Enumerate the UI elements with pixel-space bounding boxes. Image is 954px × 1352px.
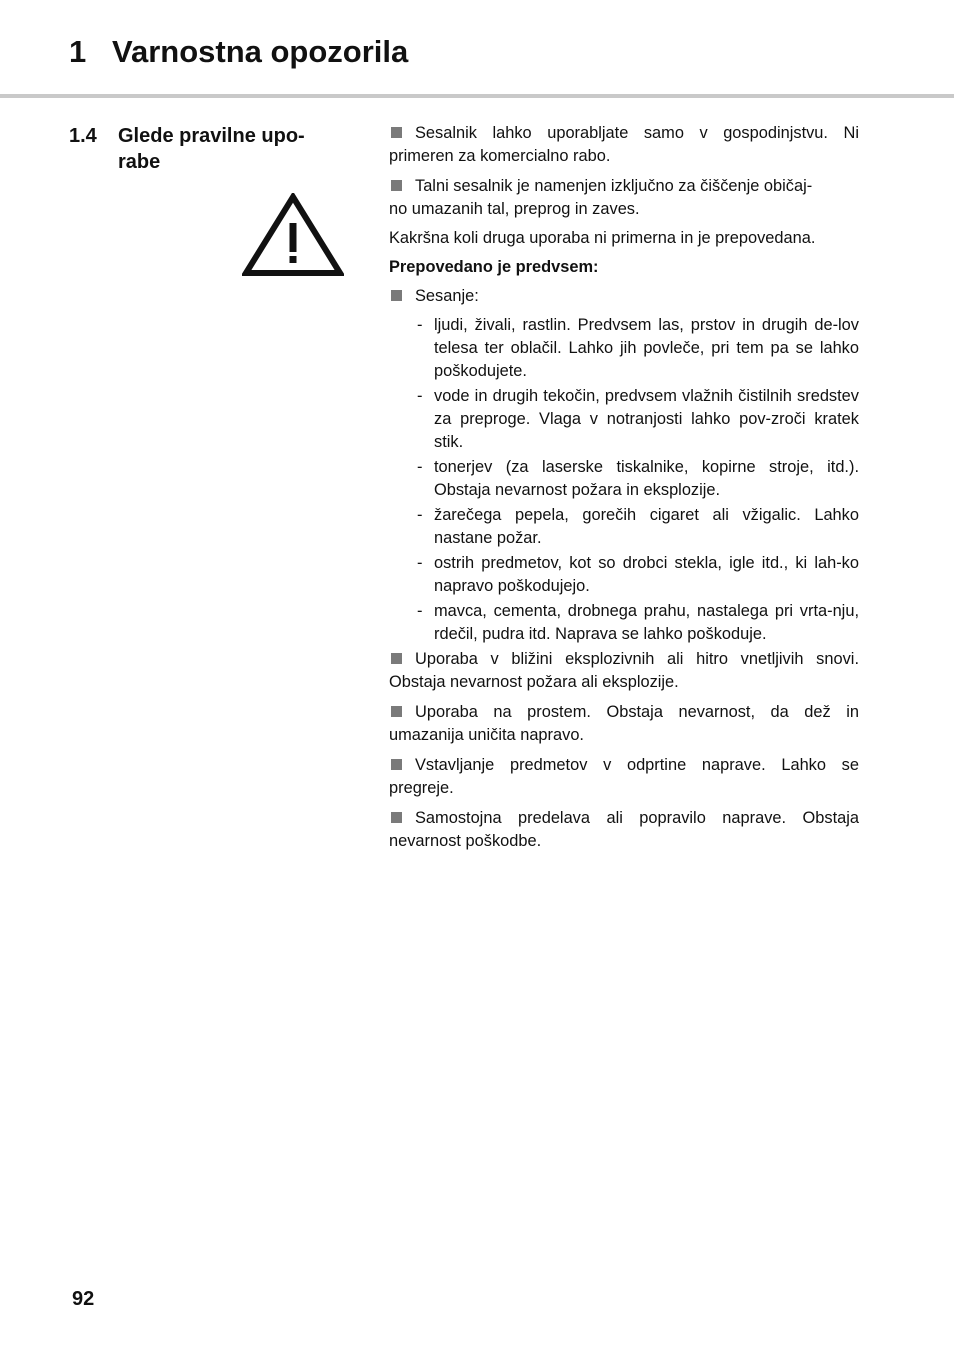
- dash-marker: -: [417, 506, 423, 524]
- chapter-header: [0, 0, 954, 94]
- dash-marker: -: [417, 602, 423, 620]
- suction-item: [389, 285, 859, 308]
- list-item: [389, 456, 859, 502]
- prohibited-item: [389, 754, 859, 800]
- section-number: 1.4: [69, 125, 97, 147]
- warning-triangle-icon: [242, 193, 344, 277]
- prohibited-item-text: Uporaba v bližini eksplozivnih ali hitro vnetljivih snovi. Obstaja nevarnost požara ali eksplozije.: [389, 650, 859, 691]
- usage-statement: Kakršna koli druga uporaba ni primerna in je prepovedana.: [389, 229, 816, 247]
- prohibited-item: [389, 648, 859, 694]
- square-bullet-icon: [391, 706, 402, 717]
- page-number: 92: [72, 1288, 95, 1310]
- prohibited-item-text: Vstavljanje predmetov v odprtine naprave. Lahko se pregreje.: [389, 756, 859, 797]
- list-item: [389, 504, 859, 550]
- chapter-title-text: Varnostna opozorila: [112, 34, 409, 69]
- list-item: [389, 385, 859, 454]
- intro-item: [389, 175, 859, 221]
- suction-sublist: [389, 314, 859, 646]
- suction-item-text: Sesanje:: [415, 287, 479, 305]
- dash-marker: -: [417, 387, 423, 405]
- prohibited-item-text: Uporaba na prostem. Obstaja nevarnost, da dež in umazanija uničita napravo.: [389, 703, 859, 744]
- chapter-number: 1: [69, 34, 87, 69]
- prohibited-item: [389, 701, 859, 747]
- list-item: [389, 600, 859, 646]
- square-bullet-icon: [391, 180, 402, 191]
- main-content: [389, 122, 859, 853]
- prohibited-item-text: Samostojna predelava ali popravilo naprave. Obstaja nevarnost poškodbe.: [389, 809, 859, 850]
- list-item-text: ljudi, živali, rastlin. Predvsem las, prstov in drugih de-lov telesa ter oblačil. Lahko jih povleče, pri tem pa se lahko poškodujete.: [434, 316, 859, 380]
- list-item-text: žarečega pepela, gorečih cigaret ali vžigalic. Lahko nastane požar.: [434, 506, 859, 547]
- list-item: [389, 314, 859, 383]
- list-item-text: vode in drugih tekočin, predvsem vlažnih čistilnih sredstev za preproge. Vlaga v notranjosti lahko pov-zroči kratek stik.: [434, 387, 859, 451]
- intro-item-text: Talni sesalnik je namenjen izključno za čiščenje običaj- no umazanih tal, preprog in zaves.: [389, 177, 813, 218]
- chapter-title: [69, 34, 408, 70]
- prohibited-heading: Prepovedano je predvsem:: [389, 258, 599, 276]
- square-bullet-icon: [391, 759, 402, 770]
- square-bullet-icon: [391, 812, 402, 823]
- section-title-part-2: rabe: [118, 151, 161, 173]
- dash-marker: -: [417, 554, 423, 572]
- section-title: [118, 123, 338, 175]
- dash-marker: -: [417, 458, 423, 476]
- prohibited-item: [389, 807, 859, 853]
- intro-item: [389, 122, 859, 168]
- section-title-part-1: Glede pravilne upo-: [118, 125, 305, 147]
- square-bullet-icon: [391, 290, 402, 301]
- list-item-text: mavca, cementa, drobnega prahu, nastalega pri vrta-nju, rdečil, pudra itd. Naprava se lahko poškoduje.: [434, 602, 859, 643]
- header-divider: [0, 94, 954, 98]
- intro-item-text: Sesalnik lahko uporabljate samo v gospodinjstvu. Ni primeren za komercialno rabo.: [389, 124, 859, 165]
- list-item-text: tonerjev (za laserske tiskalnike, kopirne stroje, itd.). Obstaja nevarnost požara in eksplozije.: [434, 458, 859, 499]
- dash-marker: -: [417, 316, 423, 334]
- square-bullet-icon: [391, 127, 402, 138]
- square-bullet-icon: [391, 653, 402, 664]
- list-item-text: ostrih predmetov, kot so drobci stekla, igle itd., ki lah-ko napravo poškodujejo.: [434, 554, 859, 595]
- list-item: [389, 552, 859, 598]
